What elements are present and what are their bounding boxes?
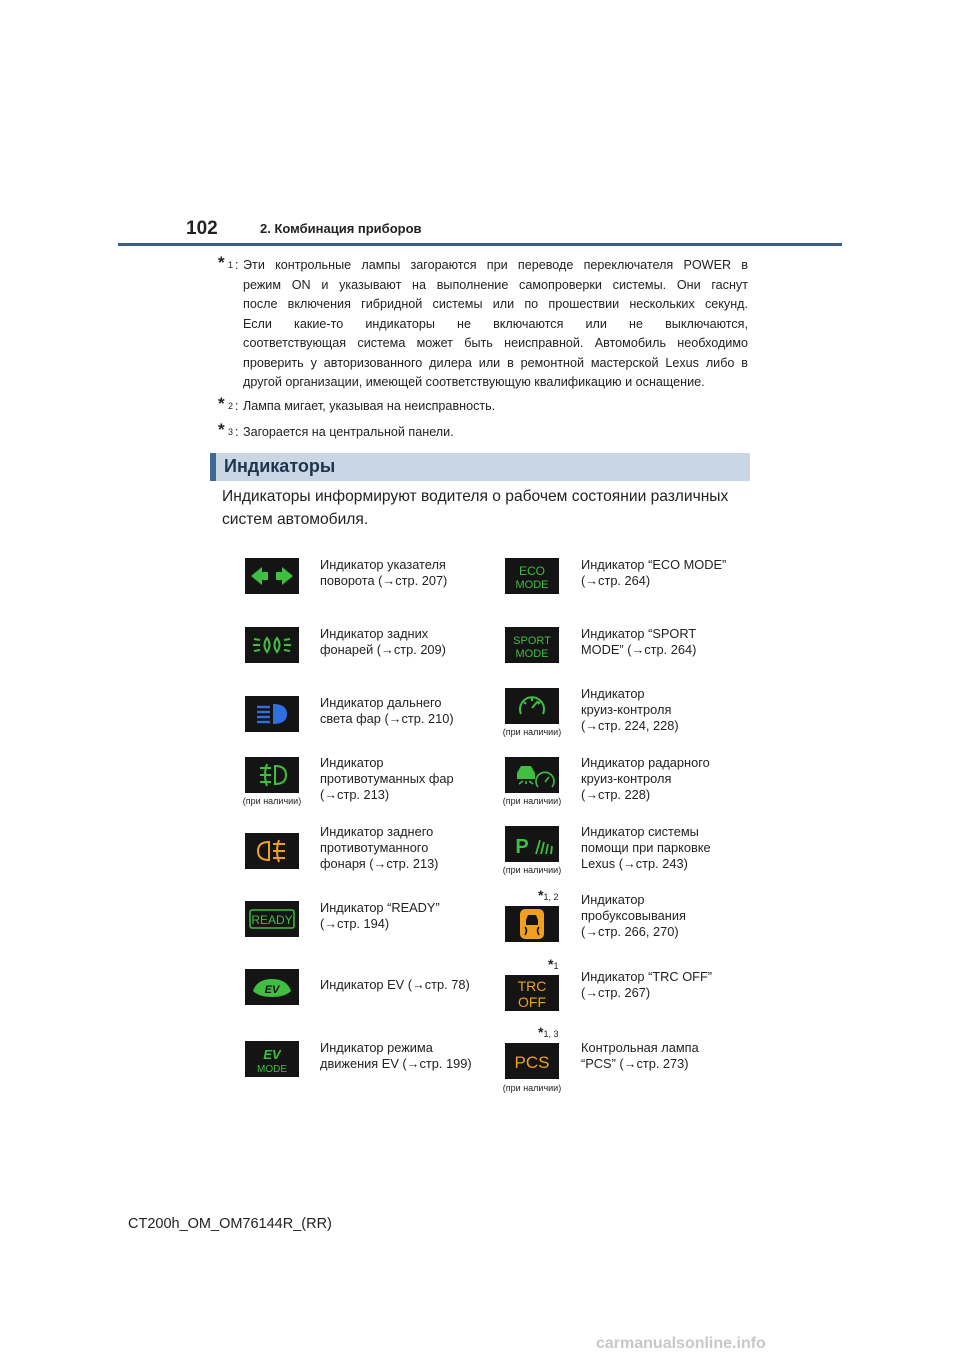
- eco-mode-icon: [505, 558, 559, 594]
- indicator-label-front-fog: [320, 755, 495, 803]
- footnote-2: * 2 : Лампа мигает, указывая на неисправность.: [218, 397, 748, 417]
- svg-text:MODE: MODE: [257, 1064, 287, 1075]
- indicator-label-ev: [320, 977, 495, 993]
- footnote-ref: *1, 3: [538, 1024, 559, 1040]
- indicator-label-radar-cruise: [581, 755, 756, 803]
- label-line: круиз-контроля: [581, 771, 672, 786]
- footnote-star: *: [218, 420, 225, 439]
- footnote-line: соответствующая система может быть неисправной. Автомобиль необходимо: [243, 336, 748, 350]
- label-line: Индикатор дальнего: [320, 695, 442, 710]
- parking-icon-text: P: [515, 836, 529, 858]
- label-line: фонарей (→стр. 209): [320, 642, 446, 657]
- footnote-line: Эти контрольные лампы загораются при переводе переключателя POWER в: [243, 258, 748, 272]
- indicator-label-turn-signal: [320, 557, 495, 589]
- indicator-label-ready: [320, 900, 495, 932]
- svg-text:EV: EV: [263, 1047, 281, 1062]
- label-line: света фар (→стр. 210): [320, 711, 454, 726]
- footnote-number: 3: [228, 427, 234, 437]
- label-line: Индикатор “READY”: [320, 900, 440, 915]
- ev-mode-icon: [245, 1041, 299, 1077]
- footnote-line: Загорается на центральной панели.: [243, 425, 454, 439]
- header-rule: [118, 243, 842, 246]
- label-line: помощи при парковке: [581, 840, 711, 855]
- availability-note: (при наличии): [502, 865, 562, 875]
- label-line: Индикатор режима: [320, 1040, 433, 1055]
- footnote-star: *: [218, 253, 225, 272]
- label-line: поворота (→стр. 207): [320, 573, 448, 588]
- footnote-line: после включения гибридной системы или по прошествии нескольких секунд.: [243, 297, 748, 311]
- label-line: Индикатор системы: [581, 824, 699, 839]
- footnote-ref: *1: [548, 956, 559, 972]
- indicator-label-slip: [581, 892, 756, 940]
- trc-off-icon: [505, 975, 559, 1011]
- heading-accent-bar: [210, 453, 216, 481]
- availability-note: (при наличии): [242, 796, 302, 806]
- section-title: 2. Комбинация приборов: [260, 221, 422, 236]
- parking-assist-icon: [505, 826, 559, 862]
- svg-text:OFF: OFF: [518, 994, 546, 1010]
- indicator-label-cruise-control: [581, 686, 756, 734]
- rear-fog-icon: [245, 833, 299, 869]
- label-line: (→стр. 267): [581, 985, 651, 1000]
- label-line: Индикатор: [581, 686, 645, 701]
- indicator-label-ev-mode: [320, 1040, 495, 1072]
- radar-cruise-icon: [505, 757, 559, 793]
- label-line: пробуксовывания: [581, 908, 686, 923]
- availability-note: (при наличии): [502, 727, 562, 737]
- label-line: Индикатор: [581, 892, 645, 907]
- section-heading: [210, 453, 750, 481]
- label-line: “PCS” (→стр. 273): [581, 1056, 689, 1071]
- footnote-ref-number: 1, 2: [543, 892, 559, 902]
- label-line: (→стр. 224, 228): [581, 718, 679, 733]
- label-line: (→стр. 264): [581, 573, 651, 588]
- footnote-line: Если какие-то индикаторы не включаются или не выключаются,: [243, 316, 748, 331]
- label-line: Индикатор EV (→стр. 78): [320, 977, 470, 992]
- footnote-ref-number: 1, 3: [543, 1029, 559, 1039]
- availability-note: (при наличии): [502, 1083, 562, 1093]
- front-fog-icon: [245, 757, 299, 793]
- ev-icon-text: EV: [264, 984, 280, 996]
- turn-signal-icon: [245, 558, 299, 594]
- footnote-star: *: [218, 394, 225, 413]
- label-line: противотуманного: [320, 840, 429, 855]
- intro-line: Индикаторы информируют водителя о рабочем состоянии различных: [222, 488, 729, 505]
- label-line: Индикатор “SPORT: [581, 626, 697, 641]
- footnote-3: * 3 : Загорается на центральной панели.: [218, 423, 748, 443]
- indicator-label-high-beam: [320, 695, 495, 727]
- slip-icon: [505, 906, 559, 942]
- label-line: Lexus (→стр. 243): [581, 856, 688, 871]
- indicator-label-rear-fog: [320, 824, 495, 872]
- svg-text:MODE: MODE: [515, 648, 549, 660]
- footnote-ref: *1, 2: [538, 887, 559, 903]
- label-line: Индикатор радарного: [581, 755, 710, 770]
- label-line: MODE” (→стр. 264): [581, 642, 697, 657]
- svg-text:ECO: ECO: [518, 564, 546, 578]
- label-line: Индикатор задних: [320, 626, 429, 641]
- label-line: Индикатор заднего: [320, 824, 434, 839]
- label-line: Индикатор: [320, 755, 384, 770]
- footnote-line: другой организации, имеющей соответствующую квалификацию и оснащение.: [243, 375, 705, 389]
- label-line: Контрольная лампа: [581, 1040, 699, 1055]
- watermark: carmanualsonline.info: [596, 1335, 766, 1352]
- label-line: (→стр. 266, 270): [581, 924, 679, 939]
- label-line: Индикатор указателя: [320, 557, 446, 572]
- intro-line: систем автомобиля.: [222, 511, 369, 528]
- tail-light-icon: [245, 627, 299, 663]
- availability-note: (при наличии): [502, 796, 562, 806]
- label-line: Индикатор “ECO MODE”: [581, 557, 727, 572]
- footnote-number: 2: [228, 401, 234, 411]
- indicator-label-eco-mode: [581, 557, 756, 589]
- indicator-label-trc-off: [581, 969, 756, 1001]
- pcs-icon: [505, 1043, 559, 1079]
- ready-icon-text: READY: [251, 913, 293, 927]
- svg-text:SPORT: SPORT: [513, 635, 551, 647]
- label-line: противотуманных фар: [320, 771, 454, 786]
- high-beam-icon: [245, 696, 299, 732]
- indicator-label-tail-light: [320, 626, 495, 658]
- label-line: фонаря (→стр. 213): [320, 856, 439, 871]
- indicator-label-sport-mode: [581, 626, 756, 658]
- footnote-line: проверить у авторизованного дилера или в ремонтной мастерской Lexus либо в: [243, 355, 748, 370]
- label-line: круиз-контроля: [581, 702, 672, 717]
- ready-icon: [245, 901, 299, 937]
- page-number: 102: [186, 218, 218, 239]
- footnote-1: * 1 : Эти контрольные лампы загораются при переводе переключателя POWER в режим ON и указывают на выполнение самопроверки системы. Они гаснут после включения гибридной системы или по прошествии нескольких секунд. Если какие-то индикаторы не включаются или не выключаются, соответствующая система может быть неисправной. Автомобиль необходимо проверить у авторизованного дилера или в ремонтной мастерской Lexus либо в другой организации, имеющей соответствующую квалификацию и оснащение.: [218, 256, 748, 393]
- label-line: (→стр. 228): [581, 787, 651, 802]
- svg-text:MODE: MODE: [515, 579, 549, 591]
- sport-mode-icon: [505, 627, 559, 663]
- label-line: Индикатор “TRC OFF”: [581, 969, 713, 984]
- footnote-line: Лампа мигает, указывая на неисправность.: [243, 399, 496, 413]
- label-line: движения EV (→стр. 199): [320, 1056, 472, 1071]
- indicator-label-parking-assist: [581, 824, 756, 872]
- ev-icon: [245, 969, 299, 1005]
- footnote-ref-number: 1: [553, 961, 559, 971]
- heading-text: Индикаторы: [224, 456, 336, 476]
- indicator-label-pcs: [581, 1040, 756, 1072]
- footnote-line: режим ON и указывают на выполнение самопроверки системы. Они гаснут: [243, 277, 748, 292]
- svg-text:TRC: TRC: [517, 978, 547, 994]
- pcs-icon-text: PCS: [514, 1053, 550, 1072]
- footnote-number: 1: [228, 260, 234, 270]
- intro-paragraph: [222, 485, 750, 531]
- label-line: (→стр. 213): [320, 787, 390, 802]
- document-code: CT200h_OM_OM76144R_(RR): [128, 1216, 332, 1232]
- cruise-control-icon: [505, 688, 559, 724]
- label-line: (→стр. 194): [320, 916, 390, 931]
